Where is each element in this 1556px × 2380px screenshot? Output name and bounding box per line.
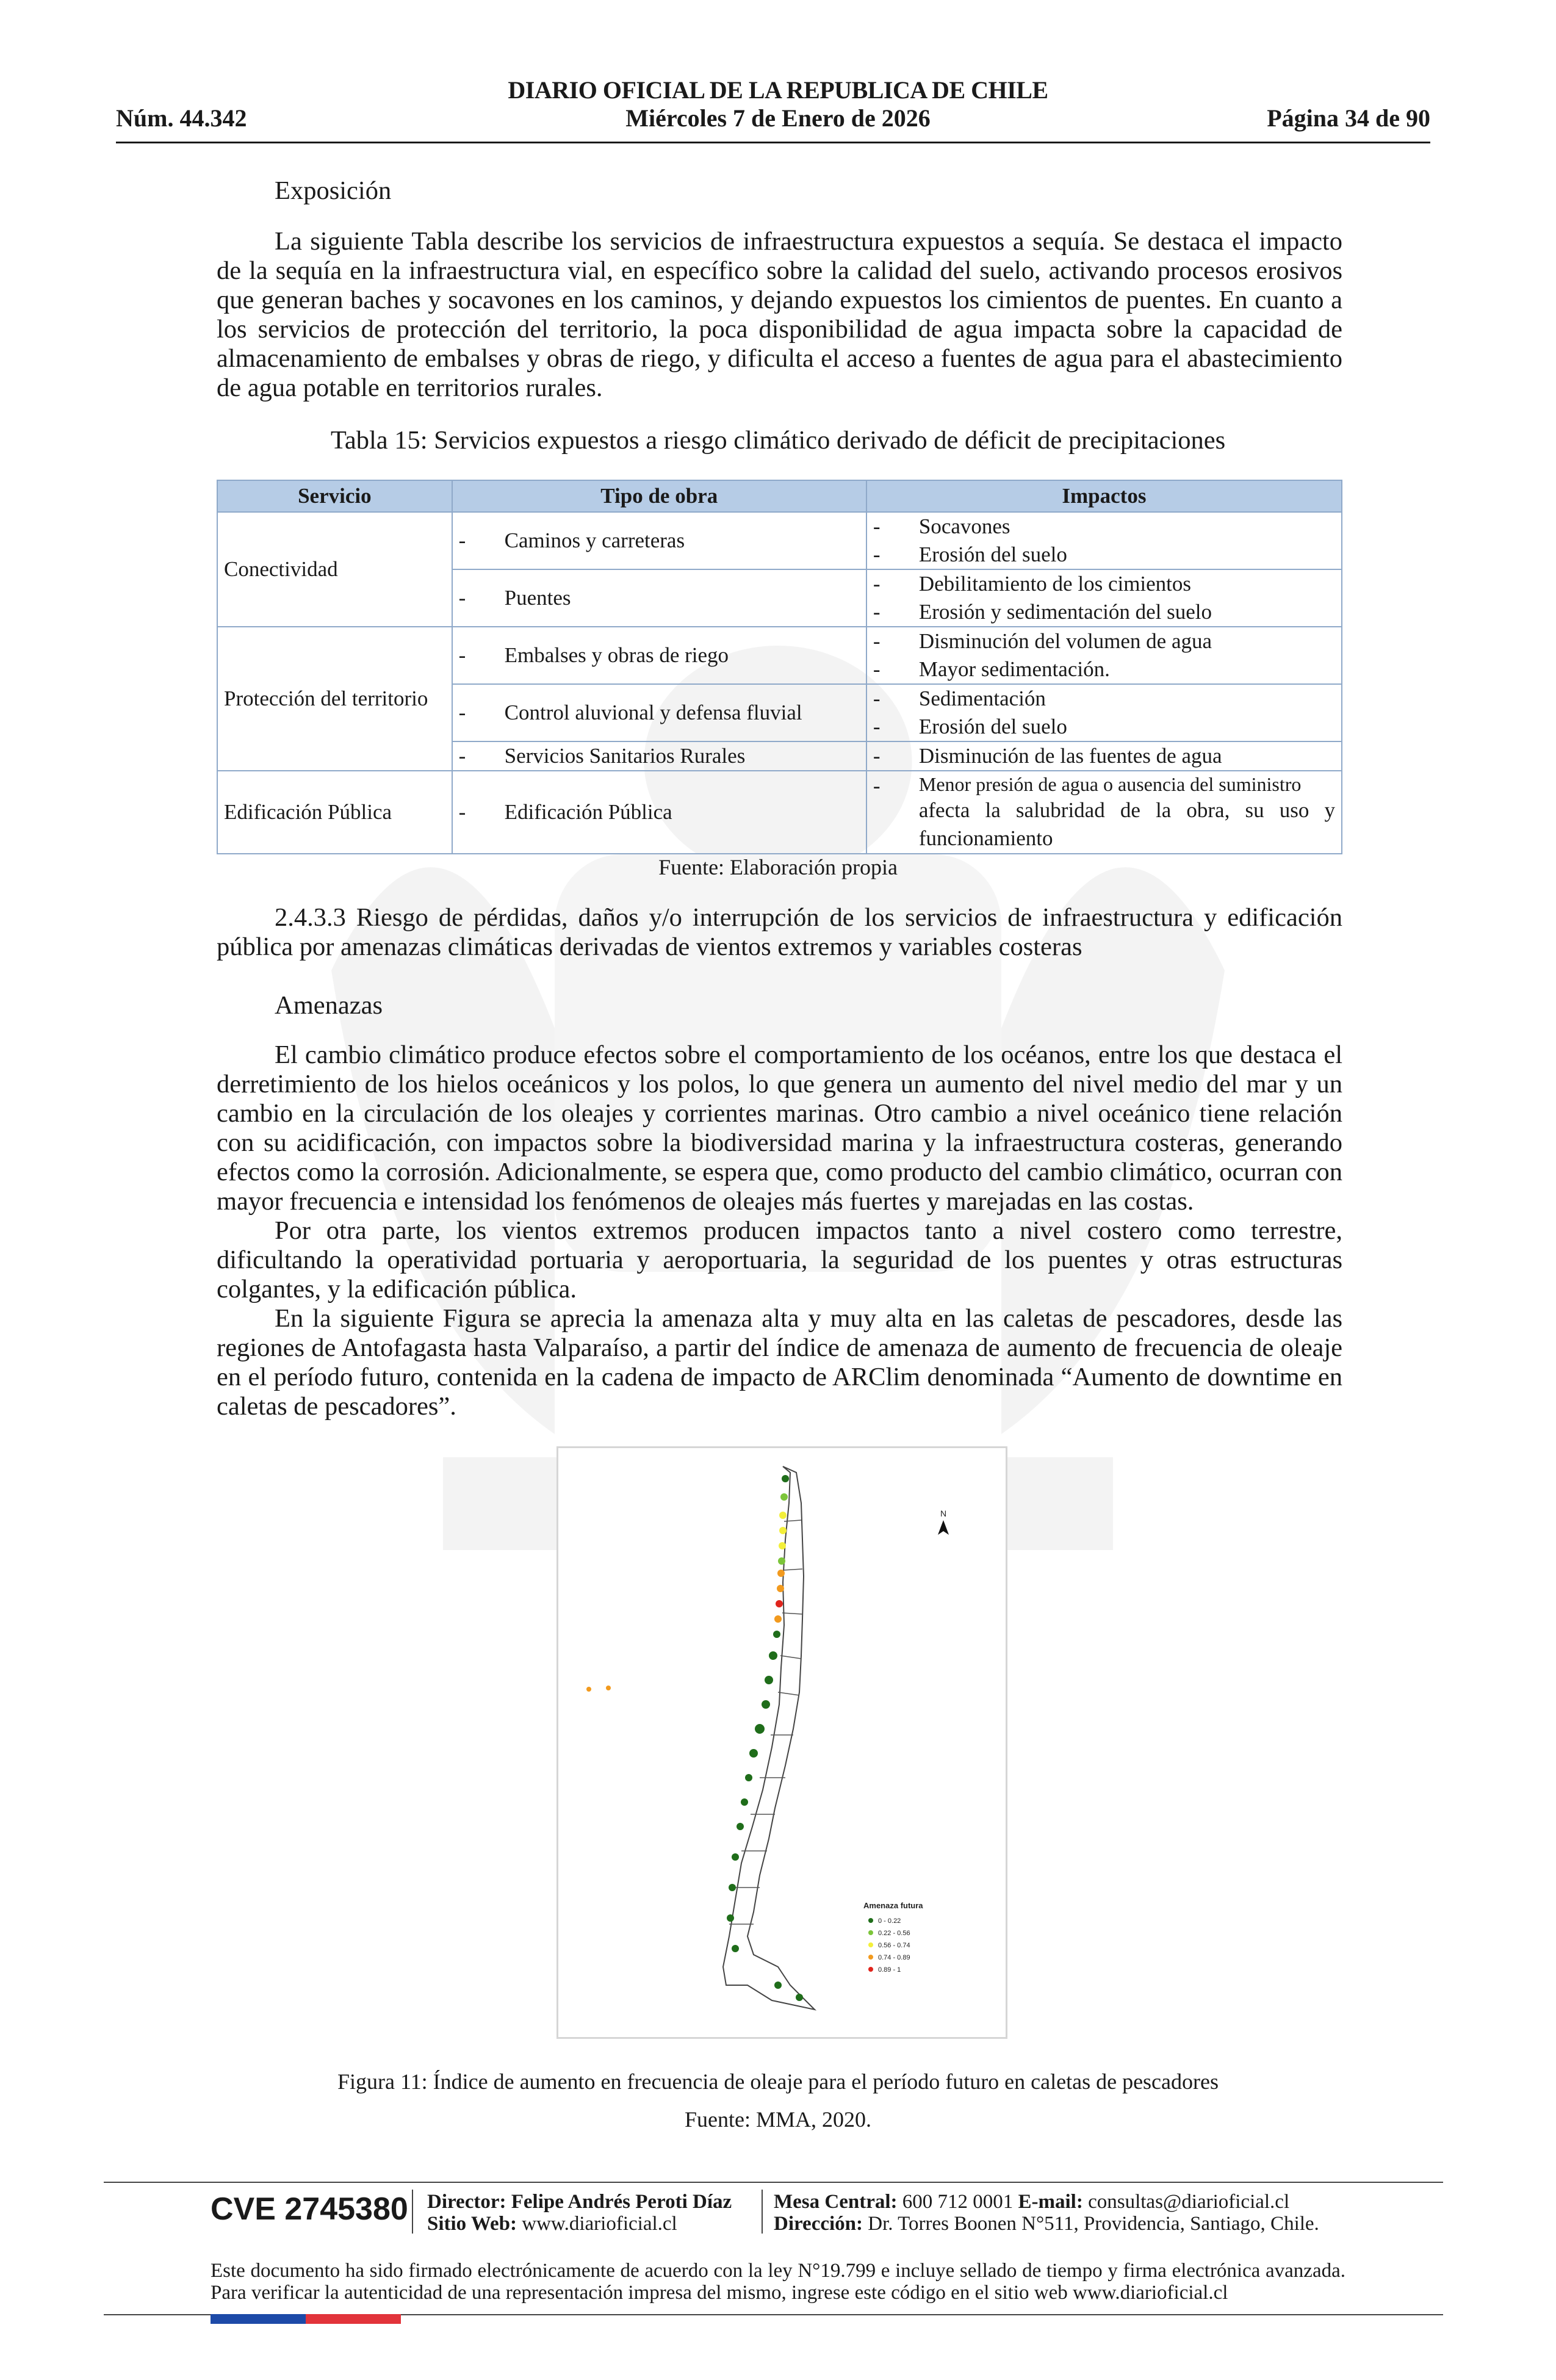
table-cell-impacto: - Disminución de las fuentes de agua [866, 741, 1342, 771]
chile-landmass [723, 1466, 815, 2010]
footer-director: Director: Felipe Andrés Peroti Díaz Sitio Web: www.diarioficial.cl [427, 2191, 732, 2235]
table-cell-servicio: Conectividad [217, 512, 452, 627]
paragraph-exposicion: La siguiente Tabla describe los servicios de infraestructura expuestos a sequía. Se destaca el impacto de la sequía en la infraestructura vial, en específico sobre la calidad del suelo, activando procesos erosivos que generan baches y socavones en los caminos, y dejando expuestos los cimientos de puentes. En cuanto a los servicios de protección del territorio, la poca disponibilidad de agua impacta sobre la capacidad de almacenamiento de embalses y obras de riego, y dificulta el acceso a fuentes de agua para el abastecimiento de agua potable en territorios rurales. [217, 227, 1342, 402]
table-cell-servicio: Edificación Pública [217, 771, 452, 854]
north-arrow-icon [938, 1509, 949, 1535]
svg-text:0 - 0.22: 0 - 0.22 [878, 1917, 901, 1925]
svg-text:0.89 - 1: 0.89 - 1 [878, 1966, 901, 1974]
page-number: Página 34 de 90 [1267, 104, 1430, 132]
svg-text:Amenaza futura: Amenaza futura [863, 1901, 923, 1910]
table-row [217, 512, 1342, 569]
flag-stripe-blue [211, 2314, 306, 2324]
flag-stripe-red [306, 2314, 401, 2324]
table-cell-servicio: Protección del territorio [217, 627, 452, 771]
island-point [586, 1687, 591, 1692]
table-15-source: Fuente: Elaboración propia [658, 855, 898, 879]
table-cell-impacto: - Menor presión de agua o ausencia del suministro afecta la salubridad de la obra, su uso y funcionamiento [866, 771, 1342, 854]
footer-email-link[interactable]: consultas@diarioficial.cl [1088, 2191, 1290, 2213]
map-legend [863, 1901, 923, 1974]
table-15-caption: Tabla 15: Servicios expuestos a riesgo climático derivado de déficit de precipitaciones [330, 426, 1226, 455]
table-cell-obra: - Embalses y obras de riego [452, 627, 866, 684]
table-cell-impacto: - Sedimentación - Erosión del suelo [866, 684, 1342, 741]
footer-contact: Mesa Central: 600 712 0001 E-mail: consultas@diarioficial.cl Dirección: Dr. Torres Boonen N°511, Providencia, Santiago, Chile. [774, 2191, 1319, 2235]
issue-date: Miércoles 7 de Enero de 2026 [625, 104, 931, 132]
paragraphs-amenazas [217, 1040, 1342, 1421]
paragraph: En la siguiente Figura se aprecia la amenaza alta y muy alta en las caletas de pescadores, desde las regiones de Antofagasta hasta Valparaíso, a partir del índice de amenaza de aumento de frecuencia de oleaje en el período futuro, contenida en la cadena de impacto de ARClim denominada “Aumento de downtime en caletas de pescadores”. [217, 1304, 1342, 1421]
footer-legal-notice: Este documento ha sido firmado electrónicamente de acuerdo con la ley N°19.799 e incluye sellado de tiempo y firma electrónica avanzada. Para verificar la autenticidad de una representación impresa del mismo, ingrese este código en el sitio web www.diarioficial.cl [211, 2260, 1345, 2304]
figure-11-map [556, 1446, 1007, 2039]
table-cell-obra: - Caminos y carreteras [452, 512, 866, 569]
table-cell-obra: - Control aluvional y defensa fluvial [452, 684, 866, 741]
cve-code: CVE 2745380 [211, 2191, 408, 2227]
footer-web-link[interactable]: www.diarioficial.cl [522, 2213, 677, 2235]
footer-rule-top [104, 2182, 1443, 2183]
svg-text:N: N [940, 1509, 947, 1518]
table-header-servicio: Servicio [217, 480, 452, 512]
paragraph: El cambio climático produce efectos sobre el comportamiento de los océanos, entre los que destaca el derretimiento de los hielos oceánicos y los polos, lo que genera un aumento del nivel medio del mar y un cambio en la circulación de los oleajes y corrientes marinas. Otro cambio a nivel oceánico tiene relación con su acidificación, con impactos sobre la biodiversidad marina y la infraestructura costeras, generando efectos como la corrosión. Adicionalmente, se espera que, como producto del cambio climático, ocurran con mayor frecuencia e intensidad los fenómenos de oleajes más fuertes y marejadas en las costas. [217, 1040, 1342, 1216]
heading-amenazas: Amenazas [275, 991, 383, 1020]
svg-text:0.56 - 0.74: 0.56 - 0.74 [878, 1942, 910, 1949]
table-cell-obra: - Edificación Pública [452, 771, 866, 854]
table-header-tipo-obra: Tipo de obra [452, 480, 866, 512]
footer-separator [762, 2190, 763, 2234]
paragraph: Por otra parte, los vientos extremos producen impactos tanto a nivel costero como terrestre, dificultando la operatividad portuaria y aeroportuaria, la seguridad de los puentes y otras estructuras colgantes, y la edificación pública. [217, 1216, 1342, 1304]
figure-11-caption: Figura 11: Índice de aumento en frecuencia de oleaje para el período futuro en caletas de pescadores [337, 2069, 1219, 2094]
footer-separator [412, 2190, 413, 2234]
heading-exposicion: Exposición [275, 176, 392, 205]
table-header-row [217, 480, 1342, 512]
issue-number: Núm. 44.342 [116, 104, 247, 132]
header-rule [116, 142, 1430, 143]
table-cell-impacto: - Debilitamiento de los cimientos - Erosión y sedimentación del suelo [866, 569, 1342, 627]
svg-text:0.74 - 0.89: 0.74 - 0.89 [878, 1954, 910, 1961]
table-row [217, 627, 1342, 684]
table-header-impactos: Impactos [866, 480, 1342, 512]
figure-11-source: Fuente: MMA, 2020. [685, 2107, 871, 2132]
chile-map [558, 1448, 1006, 2037]
island-point [606, 1686, 611, 1690]
table-cell-impacto: - Socavones - Erosión del suelo [866, 512, 1342, 569]
section-2433-title: 2.4.3.3 Riesgo de pérdidas, daños y/o interrupción de los servicios de infraestructura y edificación pública por amenazas climáticas derivadas de vientos extremos y variables costeras [217, 903, 1342, 961]
table-15 [217, 480, 1342, 854]
table-cell-obra: - Puentes [452, 569, 866, 627]
table-row [217, 771, 1342, 854]
table-cell-impacto: - Disminución del volumen de agua - Mayor sedimentación. [866, 627, 1342, 684]
newspaper-title: DIARIO OFICIAL DE LA REPUBLICA DE CHILE [508, 76, 1048, 104]
svg-text:0.22 - 0.56: 0.22 - 0.56 [878, 1930, 910, 1937]
table-cell-obra: - Servicios Sanitarios Rurales [452, 741, 866, 771]
